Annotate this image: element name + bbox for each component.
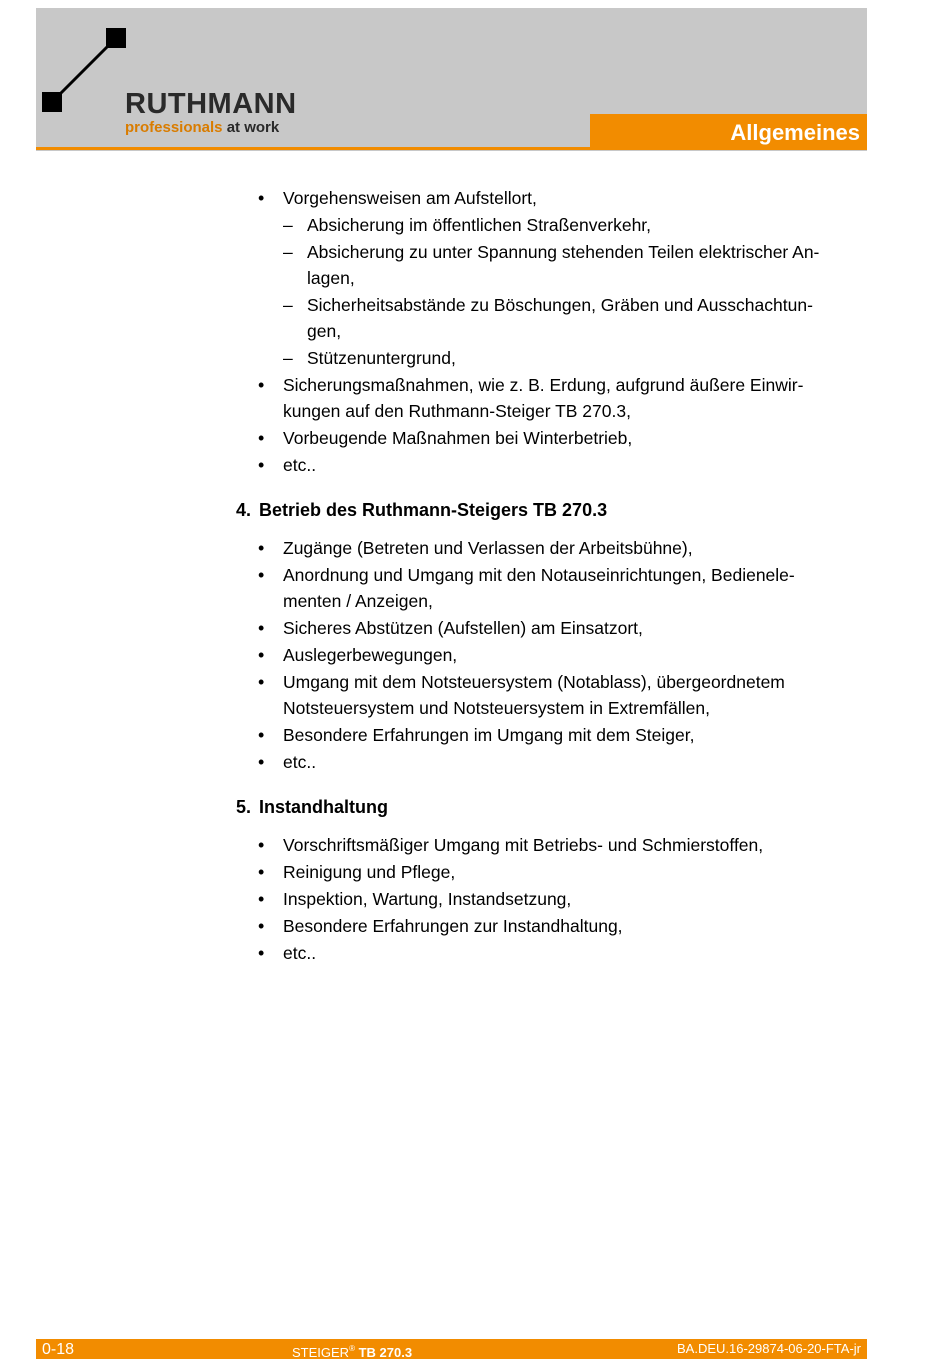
list-item: etc..: [283, 943, 317, 963]
sub-list-item: Absicherung zu unter Spannung stehenden Teilen elektrischer An-: [307, 242, 820, 262]
list-item: Sicherungsmaßnahmen, wie z. B. Erdung, aufgrund äußere Einwir-: [283, 375, 804, 395]
page-number: 0-18: [42, 1341, 75, 1358]
product-prefix: STEIGER: [292, 1345, 350, 1360]
list-item: etc..: [283, 455, 317, 475]
product-model: TB 270.3: [358, 1345, 413, 1360]
sub-list-item: Stützenuntergrund,: [307, 348, 456, 368]
list-item: Besondere Erfahrungen zur Instandhaltung,: [283, 916, 623, 936]
bullet-glyph: •: [258, 862, 265, 882]
product-name: [292, 1339, 412, 1363]
page-footer: [36, 1339, 867, 1359]
list-item-cont: menten / Anzeigen,: [283, 591, 433, 611]
tagline-part-b: at work: [226, 119, 280, 136]
bullet-glyph: •: [258, 889, 265, 909]
section-heading-5: [236, 796, 388, 818]
sub-list-item-cont: gen,: [307, 321, 342, 341]
brand-name: RUTHMANN: [125, 88, 297, 120]
bullet-glyph: •: [258, 916, 265, 936]
section-number: 5.: [236, 797, 252, 817]
bullet-glyph: •: [258, 645, 265, 665]
list-item: Umgang mit dem Notsteuersystem (Notablass), übergeordnetem: [283, 672, 785, 692]
list-item: Sicheres Abstützen (Aufstellen) am Einsatzort,: [283, 618, 643, 638]
list-item: Zugänge (Betreten und Verlassen der Arbeitsbühne),: [283, 538, 693, 558]
bullet-glyph: •: [258, 375, 265, 395]
bullet-glyph: •: [258, 565, 265, 585]
bullet-glyph: •: [258, 455, 265, 475]
sub-list-item: Absicherung im öffentlichen Straßenverkehr,: [307, 215, 652, 235]
list-item: etc..: [283, 752, 317, 772]
brand-tagline: [125, 120, 279, 135]
list-item: Besondere Erfahrungen im Umgang mit dem Steiger,: [283, 725, 695, 745]
registered-mark: ®: [349, 1344, 355, 1353]
bullet-glyph: •: [258, 188, 265, 208]
bullet-glyph: •: [258, 725, 265, 745]
section-title-text: Betrieb des Ruthmann-Steigers TB 270.3: [259, 500, 608, 520]
bullet-glyph: •: [258, 618, 265, 638]
list-item: Reinigung und Pflege,: [283, 862, 456, 882]
dash-glyph: –: [283, 295, 293, 315]
list-item: Auslegerbewegungen,: [283, 645, 458, 665]
list-item: Vorgehensweisen am Aufstellort,: [283, 188, 537, 208]
ruthmann-logo: [36, 8, 126, 118]
section-heading-4: [236, 499, 607, 521]
bullet-glyph: •: [258, 672, 265, 692]
page-header: [36, 8, 867, 151]
bullet-glyph: •: [258, 943, 265, 963]
document-code: BA.DEU.16-29874-06-20-FTA-jr: [677, 1341, 861, 1356]
dash-glyph: –: [283, 215, 293, 235]
sub-list-item: Sicherheitsabstände zu Böschungen, Gräben und Ausschachtun-: [307, 295, 813, 315]
list-item: Vorschriftsmäßiger Umgang mit Betriebs- und Schmierstoffen,: [283, 835, 764, 855]
list-item: Inspektion, Wartung, Instandsetzung,: [283, 889, 572, 909]
bullet-glyph: •: [258, 752, 265, 772]
section-title-text: Instandhaltung: [259, 797, 388, 817]
list-item: Anordnung und Umgang mit den Notauseinrichtungen, Bedienele-: [283, 565, 795, 585]
bullet-glyph: •: [258, 835, 265, 855]
bullet-glyph: •: [258, 428, 265, 448]
section-title: Allgemeines: [590, 114, 867, 150]
list-item-cont: Notsteuersystem und Notsteuersystem in Extremfällen,: [283, 698, 710, 718]
tagline-part-a: professionals: [125, 119, 223, 136]
sub-list-item-cont: lagen,: [307, 268, 355, 288]
section-number: 4.: [236, 500, 252, 520]
dash-glyph: –: [283, 242, 293, 262]
dash-glyph: –: [283, 348, 293, 368]
list-item: Vorbeugende Maßnahmen bei Winterbetrieb,: [283, 428, 633, 448]
bullet-glyph: •: [258, 538, 265, 558]
list-item-cont: kungen auf den Ruthmann-Steiger TB 270.3,: [283, 401, 631, 421]
